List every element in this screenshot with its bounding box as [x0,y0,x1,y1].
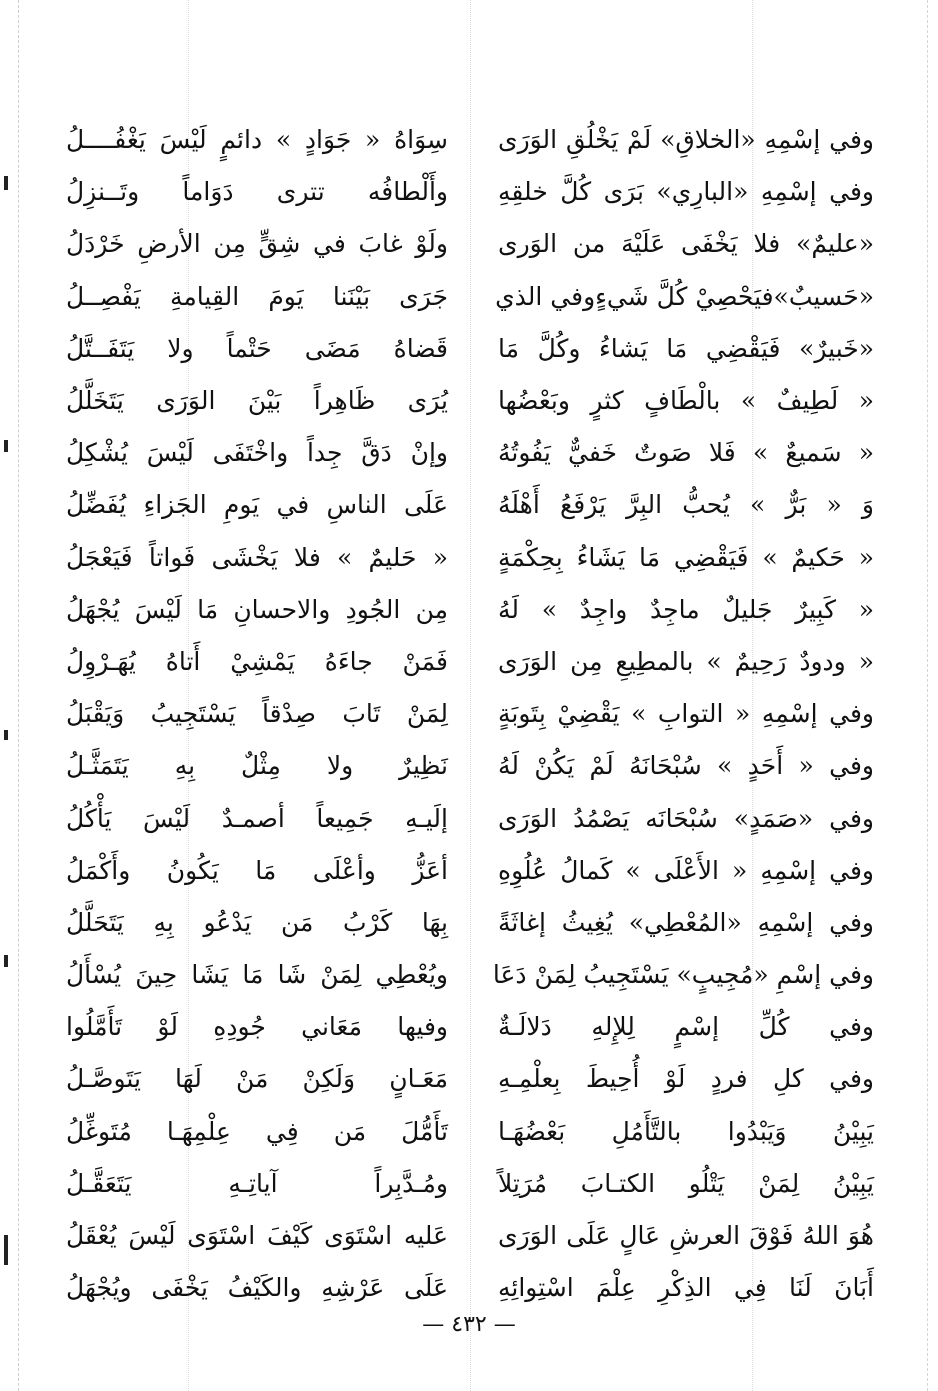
verse-line [60,1262,880,1314]
second-hemistich: قَضاهُ مَضَى حَتْماً ولا يَتَفَــتَّلُ [66,333,448,363]
second-hemistich: مَعَـانٍ وَلَكِنْ مَنْ لَهَا يَتَوصَّـلُ [66,1064,448,1094]
first-hemistich: يَبِيْنُ لِمَنْ يَتْلُو الكتـابَ مُرَتِلاً [498,1168,874,1198]
margin-mark [4,955,8,967]
margin-mark [4,730,8,740]
verse-line [60,375,880,427]
first-hemistich: وفي كُلِّ إسْمٍ لِلإِلهِ دَلالَـةٌ [498,1012,874,1042]
first-hemistich: وفي إسْمِ «مُجِيبٍ» يَسْتَجِيبُ لِمَنْ دَعَا [492,960,874,990]
verse-line [60,166,880,218]
first-hemistich: «خَبيرٌ» فَيَقْضِي مَا يَشاءُ وكُلَّ مَا [498,333,874,363]
second-hemistich: عَلَى عَرْشِهِ والكَيْفُ يَخْفَى ويُجْهَلُ [66,1273,448,1303]
verse-line [60,1158,880,1210]
verse-line [60,897,880,949]
second-hemistich: عَليه اسْتَوَى كَيْفَ اسْتَوَى لَيْسَ يُعْقَلُ [66,1221,448,1251]
second-hemistich: تَأَمُّلَ مَن فِي عِلْمِهَـا مُتَوغِّلُ [66,1116,448,1146]
verse-line [60,1210,880,1262]
second-hemistich: ويُعْطِي لِمَنْ شَا مَا يَشَا حِينَ يُسْأَلُ [66,960,448,990]
verse-line [60,949,880,1001]
second-hemistich: ومُـدَّبِراً آياتِـهِ يَتَعَقَّـلُ [66,1168,448,1198]
verse-line [60,740,880,792]
first-hemistich: يَبِيْنُ وَيَبْدُوا بالتَّأَمُلِ بَعْضُهَـا [498,1116,874,1146]
first-hemistich: «عليمٌ» فلا يَخْفَى عَلَيْهَ من الوَرى [498,229,874,259]
verse-line [60,584,880,636]
second-hemistich: نَظِيرٌ ولا مِثْلٌ بِهِ يَتَمَثَّـلُ [66,751,448,781]
verse-line [60,218,880,270]
second-hemistich: إلَيـهِ جَمِيعاً أصمـدٌ لَيْسَ يَأْكُلُ [66,803,448,833]
margin-mark [4,440,8,452]
scan-left-margin [0,0,19,1391]
first-hemistich: أَبَانَ لَنَا فِي الذِكْرِ عِلْمَ اسْتِوائِهِ [498,1273,874,1303]
second-hemistich: جَرَى بَيْنَنا يَومَ القِيامةِ يَفْصِــلُ [66,281,448,311]
poem-body [60,114,880,1314]
second-hemistich: لِمَنْ تَابَ صِدْقاً يَسْتَجِيبُ وَيَقْبَلُ [66,699,448,729]
verse-line [60,792,880,844]
second-hemistich: أعَزُّ وأعْلَى مَا يَكُونُ وأَكْمَلُ [66,855,448,885]
first-hemistich: وفي كلِ فردٍ لَوْ أُحِيطَ بِعلْمِـهِ [498,1064,874,1094]
first-hemistich: وفي إسْمِهِ « الأَعْلَى » كَمالُ عُلُوِهِ [498,855,874,885]
verse-line [60,1053,880,1105]
second-hemistich: عَلَى الناسِ في يَومِ الجَزاءِ يُفَضِّلُ [66,490,448,520]
first-hemistich: وفي « أَحَدٍ » سُبْحَانَهُ لَمْ يَكُنْ لَهُ [498,751,874,781]
verse-line [60,323,880,375]
scan-right-margin [927,0,938,1391]
second-hemistich: سِوَاهُ « جَوَادٍ » دائمٍ لَيْسَ يَغْفُــــلُ [66,125,448,155]
verse-line [60,427,880,479]
first-hemistich: وفي إسْمِهِ «البارِي» بَرَى كُلَّ خلقِهِ [498,177,874,207]
first-hemistich: وفي «صَمَدٍ» سُبْحَانَه يَصْمُدُ الوَرَى [498,803,874,833]
verse-line [60,479,880,531]
verse-line [60,1106,880,1158]
first-hemistich: « ودودٌ رَحِيمٌ » بالمطِيعِ مِن الوَرَى [498,646,874,676]
first-hemistich: « حَكيمٌ » فَيَقْضِي مَا يَشَاءُ بِحِكْمَةٍ [498,542,874,572]
second-hemistich: يُرَى ظَاهِراً بَيْنَ الوَرَى يَتَخَلَّلُ [66,386,448,416]
first-hemistich: هُوَ اللهُ فَوْقَ العرشِ عَالٍ عَلَى الوَرَى [498,1221,874,1251]
second-hemistich: بِهَا كَرْبُ مَن يَدْعُو بِهِ يَتَحَلَّلُ [66,907,448,937]
verse-line [60,532,880,584]
first-hemistich: « سَميعٌ » فَلا صَوتٌ خَفيٌّ يَفُوتُهُ [498,438,874,468]
verse-line [60,271,880,323]
first-hemistich: وفي إسْمِهِ «الخلاقِ» لَمْ يَخْلُقِ الوَرَى [498,125,874,155]
first-hemistich: « كَبِيرٌ جَليلٌ ماجِدٌ واجِدٌ » لَهُ [498,594,874,624]
verse-line [60,114,880,166]
page-number: — ٤٣٢ — [422,1312,516,1337]
margin-mark [4,176,8,190]
margin-mark [4,1235,8,1265]
second-hemistich: وأَلْطافُه تترى دَوَاماً وتَــنزِلُ [66,177,448,207]
second-hemistich: وإنْ دَقَّ جِداً واخْتَفَى لَيْسَ يُشْكِلُ [66,438,448,468]
verse-line [60,688,880,740]
second-hemistich: فَمَنْ جاءَهُ يَمْشِيْ أَتاهُ يُهَـرْوِلُ [66,646,448,676]
second-hemistich: مِن الجُودِ والاحسانِ مَا لَيْسَ يُجْهَلُ [66,594,448,624]
first-hemistich: وَ « بَرٌّ » يُحبُّ البِرَّ يَرْفَعُ أَهْلَهُ [498,490,874,520]
second-hemistich: ولَوْ غابَ في شِقٍّ مِن الأرضِ خَرْدَلُ [66,229,448,259]
first-hemistich: وفي إسْمِهِ « التوابِ » يَقْضِيْ بِتَوبَةٍ [498,699,874,729]
second-hemistich: وفيها مَعَاني جُودِهِ لَوْ تَأَمَّلُوا [66,1012,448,1042]
verse-line [60,845,880,897]
first-hemistich: «حَسيبٌ»فيَحْصِيْ كُلَّ شَيءٍوفي الذي [495,281,874,311]
verse-line [60,1001,880,1053]
verse-line [60,636,880,688]
second-hemistich: « حَليمٌ » فلا يَخْشَى فَواتاً فَيَعْجَلُ [66,542,448,572]
first-hemistich: « لَطِيفٌ » بالْطَافٍ كثرٍ وبَعْضُها [498,386,874,416]
first-hemistich: وفي إسْمِهِ «المُعْطِي» يُغِيثُ إغاثَةً [498,907,874,937]
